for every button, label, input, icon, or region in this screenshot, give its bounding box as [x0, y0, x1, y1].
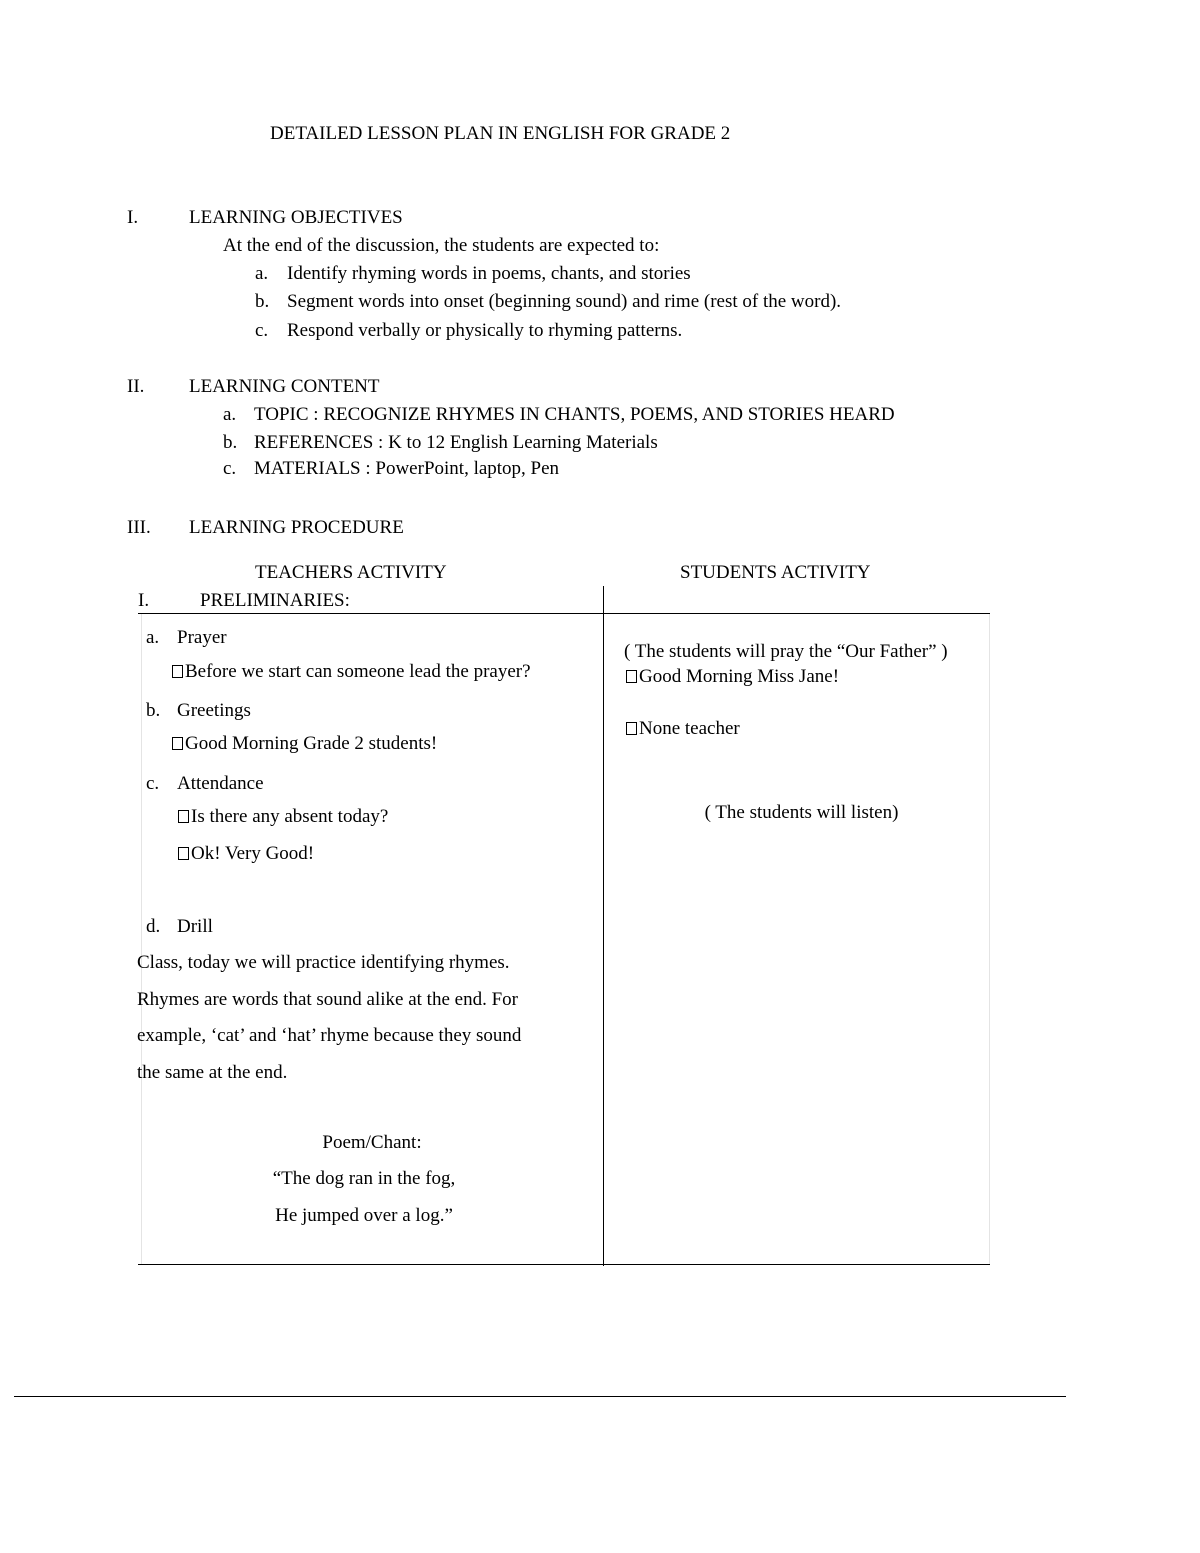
objective-marker: a.	[255, 263, 269, 284]
student-morning-response	[626, 667, 839, 686]
objective-marker: b.	[255, 291, 270, 312]
objective-text: Segment words into onset (beginning sound) and rime (rest of the word).	[287, 291, 842, 312]
objective-marker: c.	[255, 320, 269, 341]
teacher-column-header: TEACHERS ACTIVITY	[255, 562, 447, 583]
student-pray-response: ( The students will pray the “Our Father” )	[624, 641, 948, 662]
checkbox-icon	[178, 847, 189, 860]
greetings-line	[172, 734, 437, 753]
content-marker: a.	[223, 404, 237, 425]
table-header-rule	[138, 613, 990, 614]
drill-marker: d.	[146, 916, 161, 937]
student-absent-text: None teacher	[639, 718, 740, 739]
poem-heading: Poem/Chant:	[322, 1132, 422, 1153]
content-materials: MATERIALS : PowerPoint, laptop, Pen	[254, 458, 560, 479]
section-3-heading: LEARNING PROCEDURE	[189, 517, 404, 538]
drill-line: example, ‘cat’ and ‘hat’ rhyme because they sound	[137, 1025, 522, 1046]
attendance-line-1	[178, 807, 388, 826]
objectives-intro: At the end of the discussion, the students are expected to:	[223, 235, 660, 256]
drill-label: Drill	[177, 916, 213, 937]
student-listen-response: ( The students will listen)	[704, 802, 899, 823]
checkbox-icon	[626, 670, 637, 683]
section-1-heading: LEARNING OBJECTIVES	[189, 207, 403, 228]
student-absent-response	[626, 719, 740, 738]
drill-line: Class, today we will practice identifying rhymes.	[137, 952, 510, 973]
page-bottom-rule	[14, 1396, 1066, 1397]
section-1-numeral: I.	[127, 207, 139, 228]
greetings-line-text: Good Morning Grade 2 students!	[185, 733, 438, 754]
student-morning-text: Good Morning Miss Jane!	[639, 666, 840, 687]
table-column-divider	[603, 586, 604, 1266]
attendance-label: Attendance	[177, 773, 264, 794]
table-bottom-rule	[138, 1264, 990, 1265]
poem-line: “The dog ran in the fog,	[272, 1168, 456, 1189]
prelim-numeral: I.	[138, 590, 150, 611]
attendance-line-2	[178, 844, 314, 863]
poem-line: He jumped over a log.”	[275, 1205, 453, 1226]
drill-line: the same at the end.	[137, 1062, 288, 1083]
section-2-numeral: II.	[127, 376, 145, 397]
objective-text: Identify rhyming words in poems, chants, and stories	[287, 263, 691, 284]
table-right-faint-border	[989, 614, 990, 1264]
greetings-label: Greetings	[177, 700, 251, 721]
content-marker: b.	[223, 432, 238, 453]
document-title: DETAILED LESSON PLAN IN ENGLISH FOR GRADE 2	[270, 123, 731, 144]
checkbox-icon	[172, 737, 183, 750]
content-marker: c.	[223, 458, 237, 479]
prayer-label: Prayer	[177, 627, 227, 648]
table-left-faint-border	[141, 614, 142, 1264]
content-topic: TOPIC : RECOGNIZE RHYMES IN CHANTS, POEMS, AND STORIES HEARD	[254, 404, 895, 425]
section-2-heading: LEARNING CONTENT	[189, 376, 380, 397]
greetings-marker: b.	[146, 700, 161, 721]
attendance-marker: c.	[146, 773, 160, 794]
checkbox-icon	[178, 810, 189, 823]
prelim-heading: PRELIMINARIES:	[200, 590, 350, 611]
drill-line: Rhymes are words that sound alike at the end. For	[137, 989, 518, 1010]
prayer-line	[172, 662, 531, 681]
attendance-line-1-text: Is there any absent today?	[191, 806, 389, 827]
prayer-line-text: Before we start can someone lead the prayer?	[185, 661, 531, 682]
attendance-line-2-text: Ok! Very Good!	[191, 843, 315, 864]
objective-text: Respond verbally or physically to rhyming patterns.	[287, 320, 683, 341]
checkbox-icon	[626, 722, 637, 735]
student-column-header: STUDENTS ACTIVITY	[680, 562, 871, 583]
content-references: REFERENCES : K to 12 English Learning Materials	[254, 432, 658, 453]
prayer-marker: a.	[146, 627, 160, 648]
section-3-numeral: III.	[127, 517, 151, 538]
checkbox-icon	[172, 665, 183, 678]
